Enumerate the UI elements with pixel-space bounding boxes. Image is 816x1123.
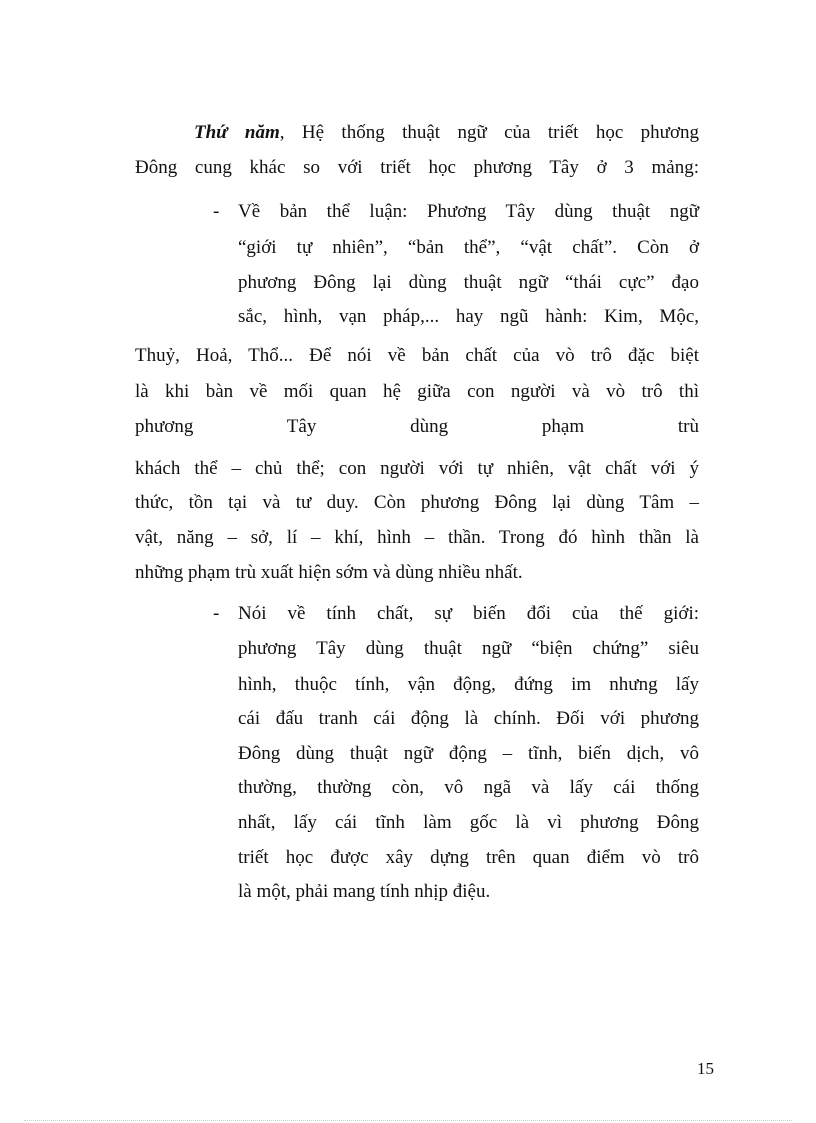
paragraph2-line2: là khi bàn về mối quan hệ giữa con người và vò trô thì [135,381,699,402]
paragraph1-line2: Đông cung khác so với triết học phương Tây ở 3 mảng: [135,157,699,178]
paragraph2-line5: thức, tồn tại và tư duy. Còn phương Đông lại dùng Tâm – [135,492,699,513]
bullet1-line4: sắc, hình, vạn pháp,... hay ngũ hành: Kim, Mộc, [238,306,699,327]
paragraph1-line1-text: , Hệ thống thuật ngữ của triết học phương [279,122,699,143]
bullet1-line2: “giới tự nhiên”, “bản thể”, “vật chất”. Còn ở [238,237,699,258]
paragraph2-line4: khách thể – chủ thể; con người với tự nhiên, vật chất với ý [135,458,699,479]
bullet2-line4: cái đấu tranh cái động là chính. Đối với phương [238,708,699,729]
bullet2-line1: Nói về tính chất, sự biến đổi của thế giới: [238,603,699,624]
bullet2-line8: triết học được xây dựng trên quan điểm vò trô [238,847,699,868]
paragraph2-line1: Thuỷ, Hoả, Thổ... Để nói về bản chất của vò trô đặc biệt [135,345,699,366]
bullet2-line9: là một, phải mang tính nhịp điệu. [238,881,491,902]
bullet2-dash: - [213,603,220,624]
bottom-divider [24,1120,792,1121]
bullet2-line3: hình, thuộc tính, vận động, đứng im nhưng lấy [238,674,699,695]
bullet1-line3: phương Đông lại dùng thuật ngữ “thái cực” đạo [238,272,699,293]
bullet2-line5: Đông dùng thuật ngữ động – tĩnh, biến dịch, vô [238,743,699,764]
bullet1-line1: Về bản thể luận: Phương Tây dùng thuật ngữ [238,201,699,222]
bullet2-line7: nhất, lấy cái tĩnh làm gốc là vì phương Đông [238,812,699,833]
paragraph2-line3: phương Tây dùng phạm trù [135,416,699,437]
paragraph1-line1 [194,120,699,146]
paragraph1-lead: Thứ năm [194,122,280,143]
page-number: 15 [697,1059,714,1078]
bullet2-line2: phương Tây dùng thuật ngữ “biện chứng” siêu [238,638,699,659]
paragraph2-line7: những phạm trù xuất hiện sớm và dùng nhiều nhất. [135,562,523,583]
paragraph2-line6: vật, năng – sở, lí – khí, hình – thần. Trong đó hình thần là [135,527,699,548]
bullet1-dash: - [213,201,220,222]
bullet2-line6: thường, thường còn, vô ngã và lấy cái thống [238,777,699,798]
